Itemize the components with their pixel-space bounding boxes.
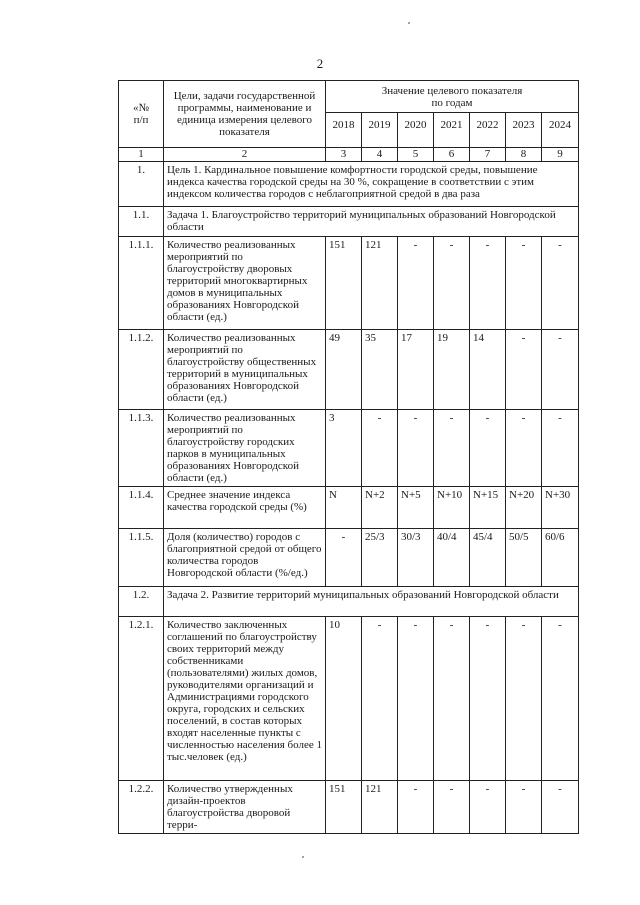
value-cell: 40/4	[434, 529, 470, 587]
value-cell: -	[362, 410, 398, 487]
header-year: 2018	[326, 113, 362, 148]
value-cell: 50/5	[506, 529, 542, 587]
task-text: Задача 2. Развитие территорий муниципальных образований Новгородской области	[164, 587, 579, 617]
value-cell: -	[506, 617, 542, 781]
value-cell: 25/3	[362, 529, 398, 587]
value-cell: -	[470, 410, 506, 487]
value-cell: N+30	[542, 487, 579, 529]
value-cell: N+2	[362, 487, 398, 529]
value-cell: -	[506, 410, 542, 487]
value-cell: N+20	[506, 487, 542, 529]
value-cell: -	[542, 330, 579, 410]
column-index-row	[119, 148, 579, 162]
row-number: 1.1.5.	[119, 529, 164, 587]
row-number: 1.2.2.	[119, 781, 164, 834]
column-index: 1	[119, 148, 164, 162]
row-number: 1.2.	[119, 587, 164, 617]
row-number: 1.1.2.	[119, 330, 164, 410]
row-number: 1.	[119, 162, 164, 207]
value-cell: 49	[326, 330, 362, 410]
value-cell: 17	[398, 330, 434, 410]
header-year: 2020	[398, 113, 434, 148]
header-number: «№ п/п	[119, 81, 164, 148]
header-goals: Цели, задачи государственной программы, наименование и единица измерения целевого показателя	[164, 81, 326, 148]
indicator-text: Доля (количество) городов с благоприятной средой от общего количества городов Новгородской области (%/ед.)	[164, 529, 326, 587]
scan-speck	[408, 22, 410, 24]
indicator-text: Среднее значение индекса качества городской среды (%)	[164, 487, 326, 529]
header-values: Значение целевого показателя по годам	[326, 81, 579, 113]
task-text: Задача 1. Благоустройство территорий муниципальных образований Новгородской области	[164, 207, 579, 237]
page-number: 2	[316, 56, 324, 71]
row-number: 1.1.1.	[119, 237, 164, 330]
value-cell: 151	[326, 237, 362, 330]
indicator-text: Количество реализованных мероприятий по благоустройству городских парков в муниципальных образованиях Новгородской области (ед.)	[164, 410, 326, 487]
indicator-text: Количество утвержденных дизайн-проектов благоустройства дворовой терри-	[164, 781, 326, 834]
value-cell: 30/3	[398, 529, 434, 587]
column-index: 7	[470, 148, 506, 162]
value-cell: -	[470, 781, 506, 834]
row-number: 1.2.1.	[119, 617, 164, 781]
header-year: 2022	[470, 113, 506, 148]
value-cell: -	[470, 237, 506, 330]
indicator-row	[119, 781, 579, 834]
value-cell: 151	[326, 781, 362, 834]
column-index: 8	[506, 148, 542, 162]
value-cell: -	[398, 237, 434, 330]
value-cell: -	[542, 410, 579, 487]
row-number: 1.1.4.	[119, 487, 164, 529]
value-cell: -	[326, 529, 362, 587]
value-cell: -	[542, 237, 579, 330]
value-cell: N+5	[398, 487, 434, 529]
indicator-row	[119, 237, 579, 330]
value-cell: -	[506, 237, 542, 330]
value-cell: 45/4	[470, 529, 506, 587]
value-cell: -	[398, 410, 434, 487]
indicator-row	[119, 330, 579, 410]
indicator-row	[119, 617, 579, 781]
value-cell: -	[506, 781, 542, 834]
value-cell: 3	[326, 410, 362, 487]
value-cell: N	[326, 487, 362, 529]
column-index: 9	[542, 148, 579, 162]
task-row	[119, 207, 579, 237]
header-year: 2019	[362, 113, 398, 148]
row-number: 1.1.3.	[119, 410, 164, 487]
value-cell: 35	[362, 330, 398, 410]
column-index: 4	[362, 148, 398, 162]
value-cell: -	[434, 237, 470, 330]
indicator-row	[119, 529, 579, 587]
value-cell: -	[542, 781, 579, 834]
value-cell: -	[434, 781, 470, 834]
goal-row	[119, 162, 579, 207]
value-cell: -	[398, 781, 434, 834]
row-number: 1.1.	[119, 207, 164, 237]
value-cell: 19	[434, 330, 470, 410]
header-year: 2021	[434, 113, 470, 148]
task-row	[119, 587, 579, 617]
target-indicators-table	[118, 80, 579, 834]
indicator-text: Количество реализованных мероприятий по благоустройству общественных территорий в муниципальных образованиях Новгородской области (ед.)	[164, 330, 326, 410]
value-cell: N+10	[434, 487, 470, 529]
indicator-row	[119, 487, 579, 529]
value-cell: -	[470, 617, 506, 781]
column-index: 6	[434, 148, 470, 162]
value-cell: N+15	[470, 487, 506, 529]
indicator-row	[119, 410, 579, 487]
scan-speck	[302, 856, 304, 858]
value-cell: -	[542, 617, 579, 781]
header-year: 2023	[506, 113, 542, 148]
indicator-text: Количество заключенных соглашений по благоустройству своих территорий между собственниками (пользователями) жилых домов, руководителями организаций и Администрациями городского округа, городских и сельских поселений, в состав которых входят населенные пункты с численностью населения более 1 тыс.человек (ед.)	[164, 617, 326, 781]
value-cell: -	[398, 617, 434, 781]
indicator-text: Количество реализованных мероприятий по благоустройству дворовых территорий многоквартирных домов в муниципальных образованиях Новгородской области (ед.)	[164, 237, 326, 330]
goal-text: Цель 1. Кардинальное повышение комфортности городской среды, повышение индекса качества городской среды на 30 %, сокращение в соответствии с этим индексом количества городов с неблагоприятной средой в два раза	[164, 162, 579, 207]
column-index: 3	[326, 148, 362, 162]
column-index: 2	[164, 148, 326, 162]
header-year: 2024	[542, 113, 579, 148]
column-index: 5	[398, 148, 434, 162]
value-cell: -	[434, 617, 470, 781]
value-cell: -	[362, 617, 398, 781]
value-cell: 10	[326, 617, 362, 781]
value-cell: -	[434, 410, 470, 487]
value-cell: 121	[362, 781, 398, 834]
value-cell: -	[506, 330, 542, 410]
value-cell: 14	[470, 330, 506, 410]
value-cell: 60/6	[542, 529, 579, 587]
value-cell: 121	[362, 237, 398, 330]
